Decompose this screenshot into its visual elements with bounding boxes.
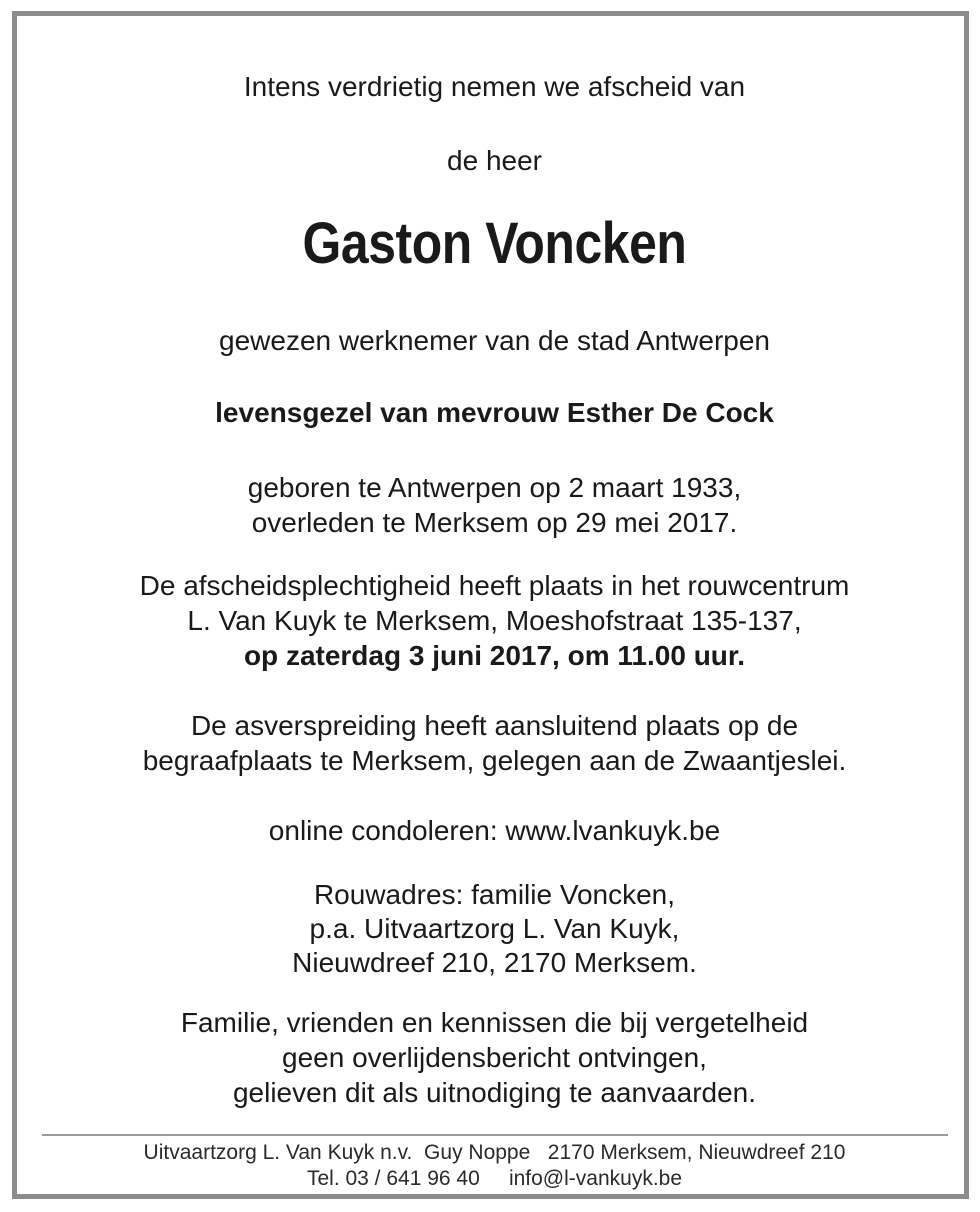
ashes-line-1: De asverspreiding heeft aansluitend plaats op de: [190, 710, 799, 741]
intro-text: Intens verdrietig nemen we afscheid van: [243, 71, 746, 102]
occupation-text: gewezen werknemer van de stad Antwerpen: [219, 325, 770, 356]
condolences-link[interactable]: online condoleren: www.lvankuyk.be: [268, 815, 721, 846]
footer-company-line: Uitvaartzorg L. Van Kuyk n.v. Guy Noppe 2170 Merksem, Nieuwdreef 210: [143, 1141, 846, 1164]
invite-line-1: Familie, vrienden en kennissen die bij vergetelheid: [180, 1007, 809, 1038]
ashes-line-2: begraafplaats te Merksem, gelegen aan de Zwaantjeslei.: [142, 745, 847, 776]
ceremony-line-1: De afscheidsplechtigheid heeft plaats in het rouwcentrum: [139, 570, 850, 601]
obituary-frame: [12, 11, 969, 1199]
title-text: de heer: [447, 145, 542, 176]
died-text: overleden te Merksem op 29 mei 2017.: [251, 507, 738, 538]
footer-contact-line: Tel. 03 / 641 96 40 info@l-vankuyk.be: [306, 1167, 683, 1190]
deceased-name: Gaston Voncken: [302, 211, 687, 276]
address-line-1: Rouwadres: familie Voncken,: [313, 879, 676, 910]
invite-line-2: geen overlijdensbericht ontvingen,: [282, 1042, 707, 1073]
footer-divider: [42, 1134, 948, 1136]
address-line-2: p.a. Uitvaartzorg L. Van Kuyk,: [309, 913, 680, 944]
invite-line-3: gelieven dit als uitnodiging te aanvaarden.: [232, 1077, 757, 1108]
born-text: geboren te Antwerpen op 2 maart 1933,: [247, 472, 742, 503]
ceremony-date: op zaterdag 3 juni 2017, om 11.00 uur.: [243, 640, 746, 671]
address-line-3: Nieuwdreef 210, 2170 Merksem.: [292, 947, 697, 978]
partner-text: levensgezel van mevrouw Esther De Cock: [215, 397, 774, 428]
ceremony-line-2: L. Van Kuyk te Merksem, Moeshofstraat 135-137,: [187, 605, 802, 636]
